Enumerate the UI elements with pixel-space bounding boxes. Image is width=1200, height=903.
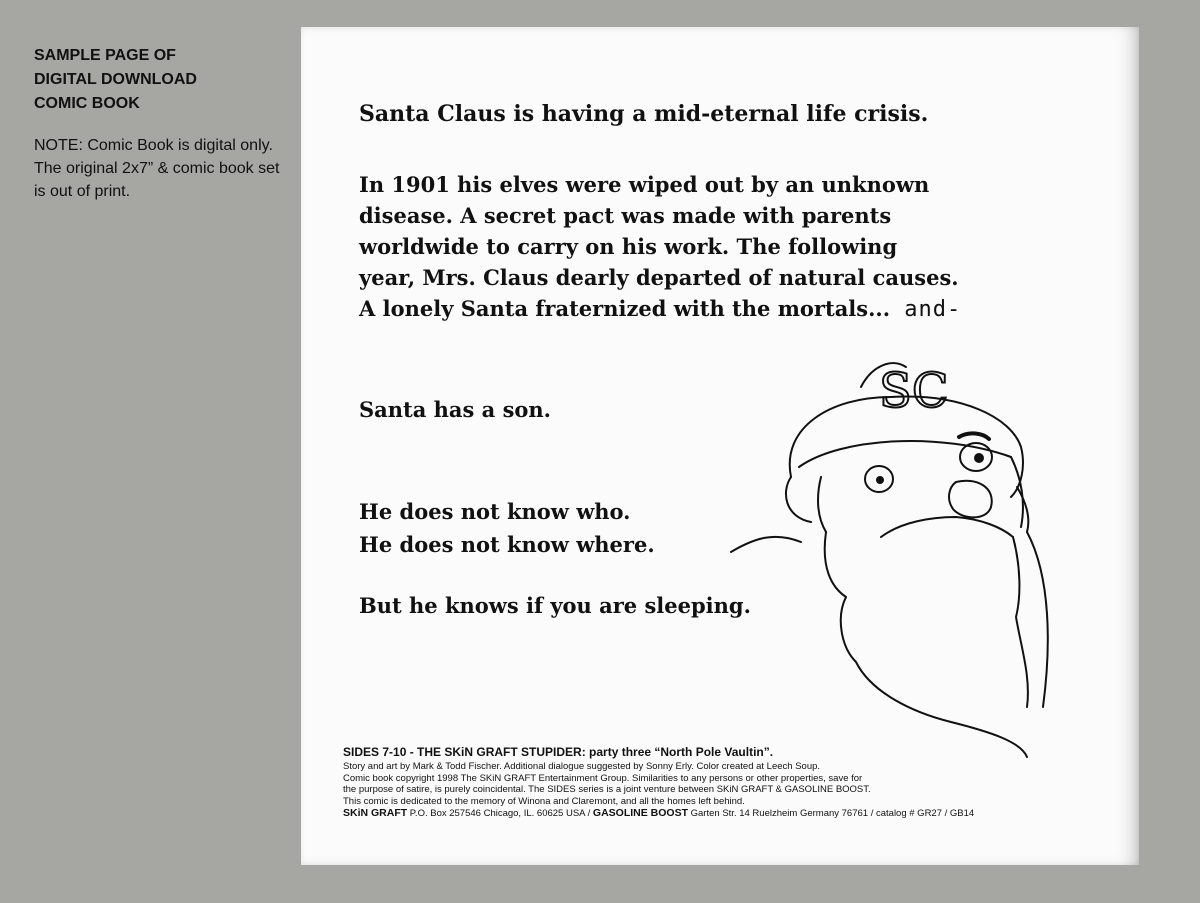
comic-page bbox=[301, 27, 1139, 865]
credits-block bbox=[343, 745, 1043, 820]
santa-sketch bbox=[721, 327, 1139, 767]
credits-address bbox=[343, 807, 1043, 820]
credits-line-3: the purpose of satire, is purely coincidental. The SIDES series is a joint venture between SKiN GRAFT & GASOLINE BOOST. bbox=[343, 784, 871, 796]
credits-line-1: Story and art by Mark & Todd Fischer. Additional dialogue suggested by Sonny Erly. Color created at Leech Soup. bbox=[343, 761, 821, 772]
handwritten-and: and- bbox=[890, 297, 962, 322]
monogram-sc: SC bbox=[879, 363, 949, 419]
gasoline-boost-label: GASOLINE BOOST bbox=[592, 807, 688, 820]
story-paragraph-2 bbox=[359, 169, 961, 325]
credits-line-2: Comic book copyright 1998 The SKiN GRAFT Entertainment Group. Similarities to any persons or other properties, save for bbox=[343, 772, 863, 784]
story-line-3: Santa has a son. bbox=[359, 397, 551, 422]
side-note-text: NOTE: Comic Book is digital only. The original 2x7” & comic book set is out of print. bbox=[34, 137, 280, 200]
skin-graft-label: SKiN GRAFT bbox=[343, 807, 408, 820]
story-paragraph-2-text: In 1901 his elves were wiped out by an unknown disease. A secret pact was made with parents worldwide to carry on his work. The following year, Mrs. Claus dearly departed of natural causes. A lonely Santa fraternized with the mortals... bbox=[359, 172, 959, 321]
credits-title: SIDES 7-10 - THE SKiN GRAFT STUPIDER: party three “North Pole Vaultin”. bbox=[343, 745, 774, 759]
story-line-1: Santa Claus is having a mid-eternal life crisis. bbox=[359, 101, 929, 127]
story-line-4: He does not know who. He does not know where. bbox=[359, 499, 655, 557]
side-note-heading: SAMPLE PAGE OF DIGITAL DOWNLOAD COMIC BOOK bbox=[34, 47, 197, 112]
story-line-5: But he knows if you are sleeping. bbox=[359, 593, 751, 618]
credits-line-4: This comic is dedicated to the memory of Winona and Claremont, and all the homes left behind. bbox=[343, 795, 745, 807]
gasoline-boost-address: Garten Str. 14 Ruelzheim Germany 76761 / catalog # GR27 / GB14 bbox=[688, 808, 975, 820]
skin-graft-address: P.O. Box 257546 Chicago, IL. 60625 USA / bbox=[407, 808, 593, 820]
side-note bbox=[34, 44, 284, 203]
